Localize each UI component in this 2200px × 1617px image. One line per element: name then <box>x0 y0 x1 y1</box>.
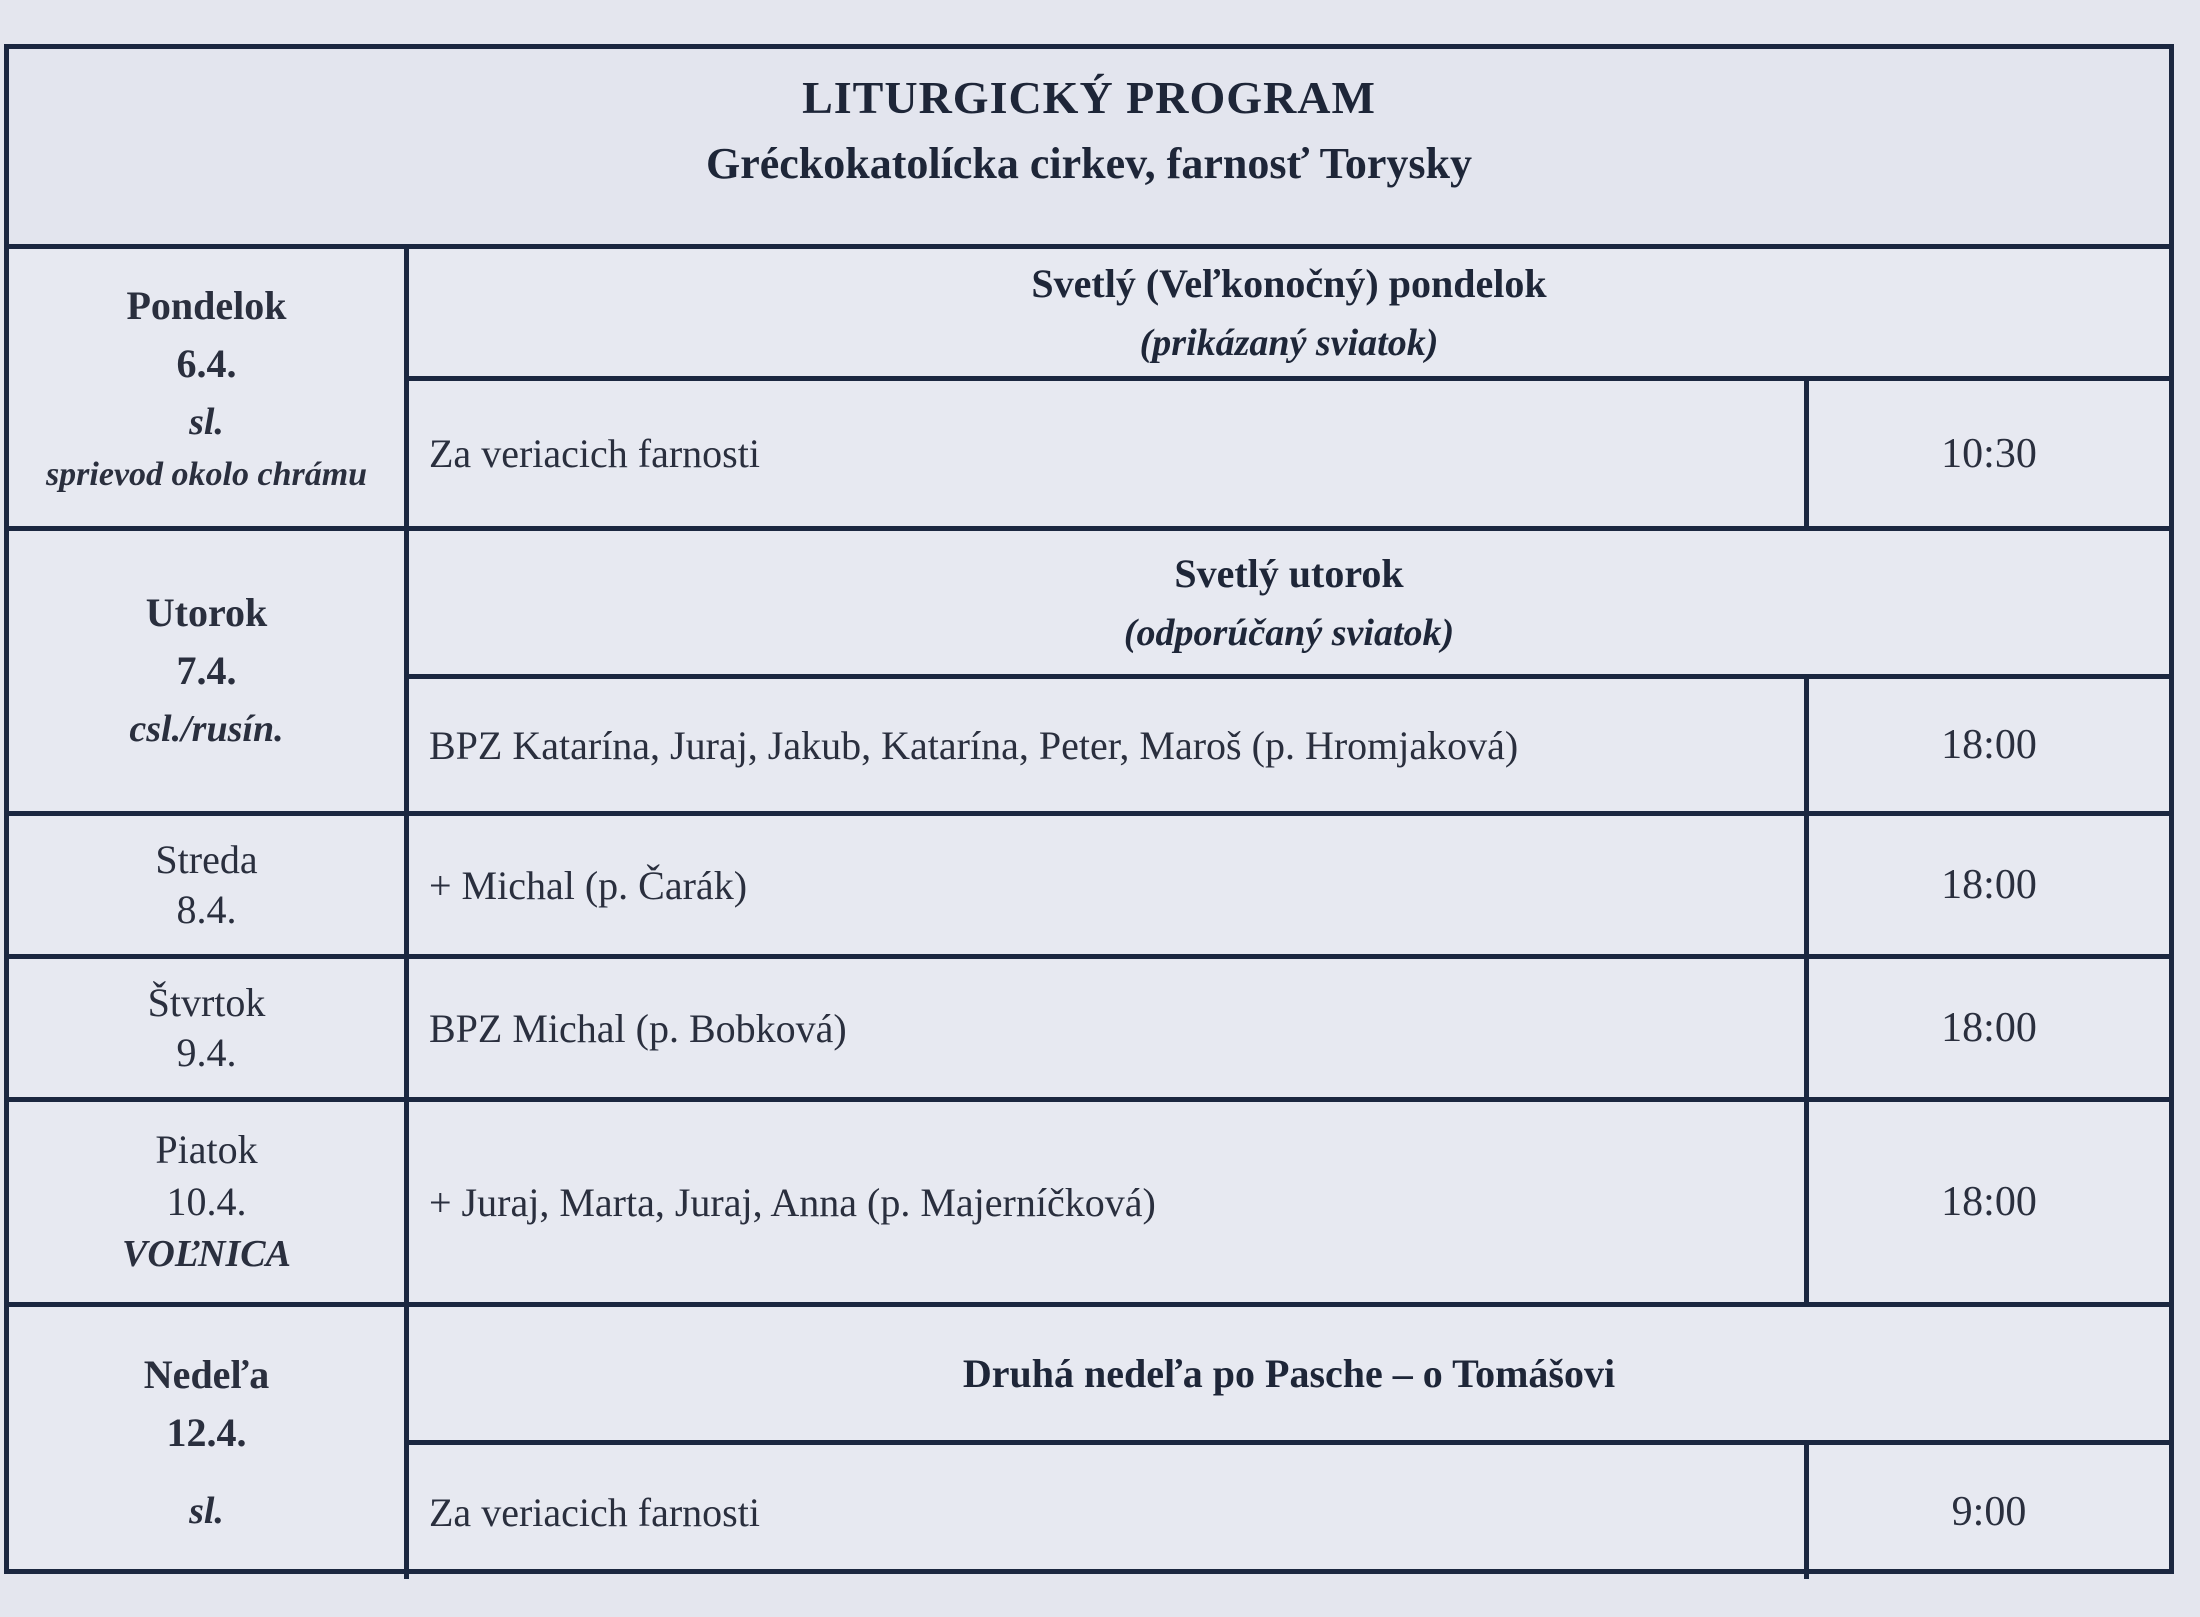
service-time: 18:00 <box>1941 722 2037 768</box>
day-row-pondelok <box>9 249 2169 531</box>
liturgy-language: csl./rusín. <box>129 708 284 750</box>
intention-row <box>409 959 2169 1097</box>
day-row-streda <box>9 816 2169 959</box>
service-time: 10:30 <box>1941 430 2037 477</box>
day-date: 8.4. <box>176 887 237 932</box>
day-row-utorok <box>9 531 2169 816</box>
day-date: 6.4. <box>176 340 237 386</box>
day-row-stvrtok <box>9 959 2169 1102</box>
day-cell <box>9 959 409 1097</box>
feast-name: Svetlý utorok <box>1174 550 1404 596</box>
day-cell <box>9 816 409 954</box>
intention-text: BPZ Katarína, Juraj, Jakub, Katarína, Peter, Maroš (p. Hromjaková) <box>409 679 1809 811</box>
intention-text: BPZ Michal (p. Bobková) <box>409 959 1809 1097</box>
fast-free-note: VOĽNICA <box>122 1233 291 1275</box>
feast-name: Svetlý (Veľkonočný) pondelok <box>1031 260 1547 306</box>
intention-row <box>409 1102 2169 1302</box>
intention-row <box>409 816 2169 954</box>
day-name: Štvrtok <box>147 980 266 1025</box>
day-row-nedela <box>9 1307 2169 1579</box>
feast-header <box>409 1307 2169 1445</box>
schedule-grid <box>9 249 2169 1579</box>
intention-text: Za veriacich farnosti <box>409 1445 1809 1579</box>
intention-row <box>409 679 2169 811</box>
service-time: 9:00 <box>1951 1489 2027 1535</box>
day-content <box>409 959 2169 1097</box>
day-cell <box>9 1307 409 1579</box>
liturgy-language: sl. <box>189 1490 224 1532</box>
day-date: 12.4. <box>166 1410 247 1455</box>
day-content <box>409 816 2169 954</box>
page-title: LITURGICKÝ PROGRAM <box>802 72 1376 123</box>
program-table <box>4 44 2174 1574</box>
day-name: Piatok <box>155 1127 258 1172</box>
day-cell <box>9 249 409 526</box>
intention-text: + Michal (p. Čarák) <box>409 816 1809 954</box>
feast-name: Druhá nedeľa po Pasche – o Tomášovi <box>962 1350 1616 1396</box>
procession-note: sprievod okolo chrámu <box>45 455 368 493</box>
day-content <box>409 531 2169 811</box>
day-content <box>409 1307 2169 1579</box>
day-date: 7.4. <box>176 648 237 693</box>
day-date: 10.4. <box>166 1179 247 1224</box>
service-time: 18:00 <box>1941 1179 2037 1225</box>
feast-header <box>409 531 2169 679</box>
day-name: Utorok <box>145 590 268 635</box>
intention-text: + Juraj, Marta, Juraj, Anna (p. Majerníčková) <box>409 1102 1809 1302</box>
service-time: 18:00 <box>1941 862 2037 908</box>
feast-header <box>409 249 2169 381</box>
day-content <box>409 1102 2169 1302</box>
table-header <box>9 49 2169 249</box>
day-row-piatok <box>9 1102 2169 1307</box>
intention-text: Za veriacich farnosti <box>409 381 1809 526</box>
day-cell <box>9 1102 409 1302</box>
intention-row <box>409 1445 2169 1579</box>
service-time: 18:00 <box>1941 1005 2037 1051</box>
day-content <box>409 249 2169 526</box>
day-name: Streda <box>155 837 258 882</box>
day-date: 9.4. <box>176 1030 237 1075</box>
feast-rank: (odporúčaný sviatok) <box>1123 611 1455 654</box>
day-cell <box>9 531 409 811</box>
day-name: Nedeľa <box>143 1352 270 1397</box>
liturgy-language: sl. <box>189 400 224 443</box>
intention-row <box>409 381 2169 526</box>
page-subtitle: Gréckokatolícka cirkev, farnosť Torysky <box>705 139 1473 188</box>
feast-rank: (prikázaný sviatok) <box>1139 321 1439 364</box>
day-name: Pondelok <box>126 282 287 328</box>
